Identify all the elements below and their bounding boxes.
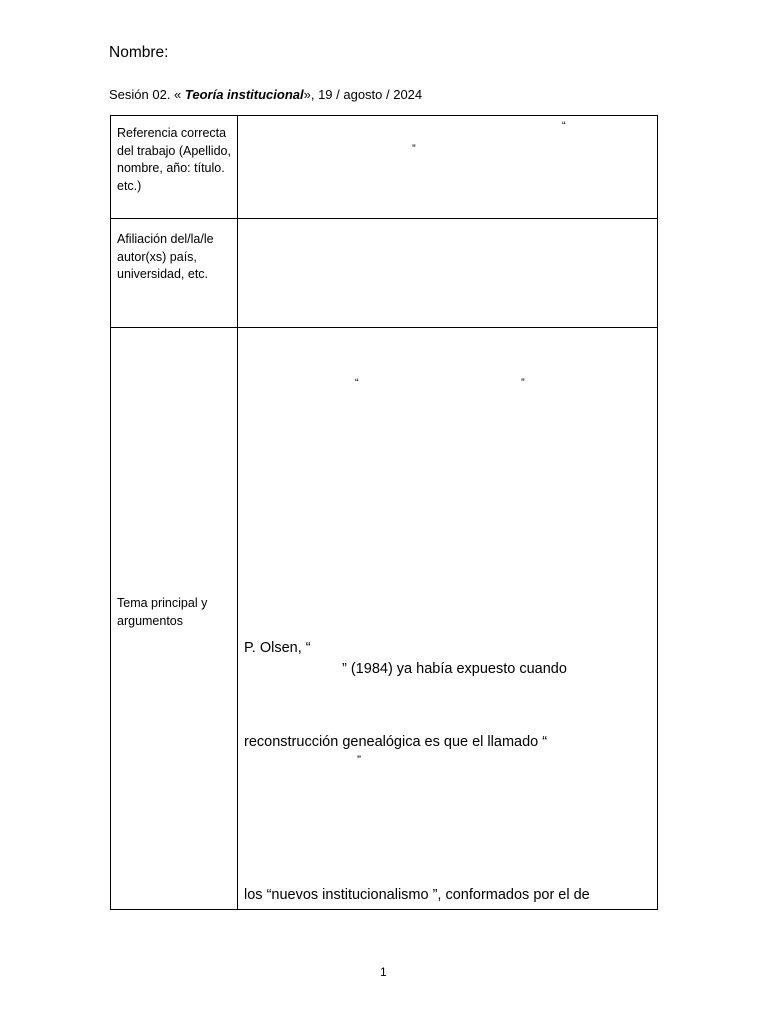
topic-line-3: reconstrucción genealógica es que el llamado “ xyxy=(244,734,548,750)
table-divider-1 xyxy=(110,218,658,219)
table-column-divider xyxy=(237,115,238,910)
page-number: 1 xyxy=(380,965,387,979)
topic-line-4: ” xyxy=(357,753,361,767)
topic-line-5: los “nuevos institucionalismo ”, conformados por el de xyxy=(244,887,590,903)
topic-close-quote: ” xyxy=(521,377,525,389)
reference-open-quote: “ xyxy=(562,120,566,132)
row-label-main-topic: Tema principal y argumentos xyxy=(117,596,208,628)
session-suffix: », 19 / agosto / 2024 xyxy=(303,87,423,102)
reference-close-quote: ” xyxy=(412,143,416,155)
row-label-reference: Referencia correcta del trabajo (Apellido, nombre, año: título. etc.) xyxy=(117,126,231,193)
session-prefix: Sesión 02. « xyxy=(109,87,182,102)
topic-line-1: P. Olsen, “ xyxy=(244,640,311,656)
topic-line-2: ” (1984) ya había expuesto cuando xyxy=(342,661,567,677)
table-border-bottom xyxy=(110,909,658,910)
row-label-affiliation: Afiliación del/la/le autor(xs) país, universidad, etc. xyxy=(117,232,214,281)
topic-open-quote: “ xyxy=(355,377,359,389)
session-line xyxy=(109,87,422,102)
session-title: Teoría institucional xyxy=(184,87,304,102)
table-border-left xyxy=(110,115,111,910)
table-border-top xyxy=(110,115,658,116)
table-divider-2 xyxy=(110,327,658,328)
name-label: Nombre: xyxy=(109,44,169,61)
table-border-right xyxy=(657,115,658,910)
